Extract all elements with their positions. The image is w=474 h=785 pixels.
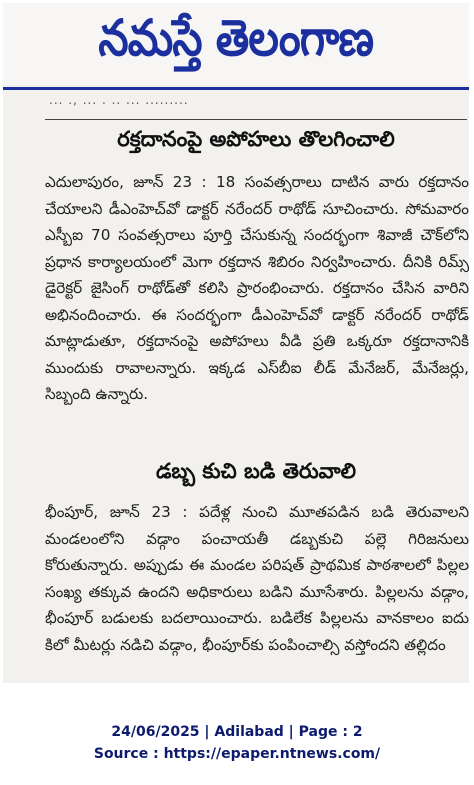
footer-source-link[interactable]: Source : https://epaper.ntnews.com/ — [93, 746, 381, 762]
masthead — [3, 3, 469, 85]
masthead-rule — [3, 87, 469, 90]
article-2-headline: డబ్బ కుచి బడి తెరువాలి — [155, 459, 357, 483]
cut-off-text-line: ... ., ... . .. ... ......... — [49, 93, 189, 107]
masthead-title: నమస్తే తెలంగాణ — [98, 8, 374, 67]
footer-date-line: 24/06/2025 | Adilabad | Page : 2 — [111, 724, 363, 740]
newspaper-clipping — [3, 3, 469, 683]
article-1-body: ఎదులాపురం, జూన్ 23 : 18 సంవత్సరాలు దాటిన వారు రక్తదానం చేయాలని డీఎంహెచ్‌వో డాక్టర్ నరేందర్ రాథోడ్ సూచించారు. సోమవారం ఎస్బీఐ 70 సంవత్సరాలు పూర్తి చేసుకున్న సందర్భంగా శివాజీ చౌక్‌లోని ప్రధాన కార్యాలయంలో మెగా రక్తదాన శిబిరం నిర్వహించారు. దీనికి రిమ్స్ డైరెక్టర్ జైసింగ్ రాథోడ్‌తో కలిసి ప్రారంభించారు. రక్తదానం చేసిన వారిని అభినందించారు. ఈ సందర్భంగా డీఎంహెచ్‌వో డాక్టర్ నరేందర్ రాథోడ్ మాట్లాడుతూ, రక్తదానంపై అపోహలు వీడి ప్రతి ఒక్కరూ రక్తదానానికి ముందుకు రావాలన్నారు. ఇక్కడ ఎస్‌బీఐ లీడ్ మేనేజర్, మేనేజర్లు, సిబ్బంది ఉన్నారు. — [45, 173, 469, 403]
article-2-body: భీంపూర్, జూన్ 23 : పదేళ్ల నుంచి మూతపడిన బడి తెరువాలని మండలంలోని వడ్గాం పంచాయతీ డబ్బకుచి పల్లె గిరిజనులు కోరుతున్నారు. అప్పుడు ఈ మండల పరిషత్ ప్రాథమిక పాఠశాలలో పిల్లల సంఖ్య తక్కువ ఉందని అధికారులు బడిని మూసేశారు. పిల్లలను వడ్గాం, భీంపూర్ బడులకు బదలాయించారు. బడిలేక పిల్లలను వానకాలం ఐదు కిలో మీటర్లు నడిచి వడ్గాం, భీంపూర్‌కు పంపించాల్సి వస్తోందని తల్లిదం — [45, 503, 469, 654]
column-divider — [45, 119, 467, 120]
article-1-headline: రక్తదానంపై అపోహలు తొలగించాలి — [117, 127, 395, 151]
